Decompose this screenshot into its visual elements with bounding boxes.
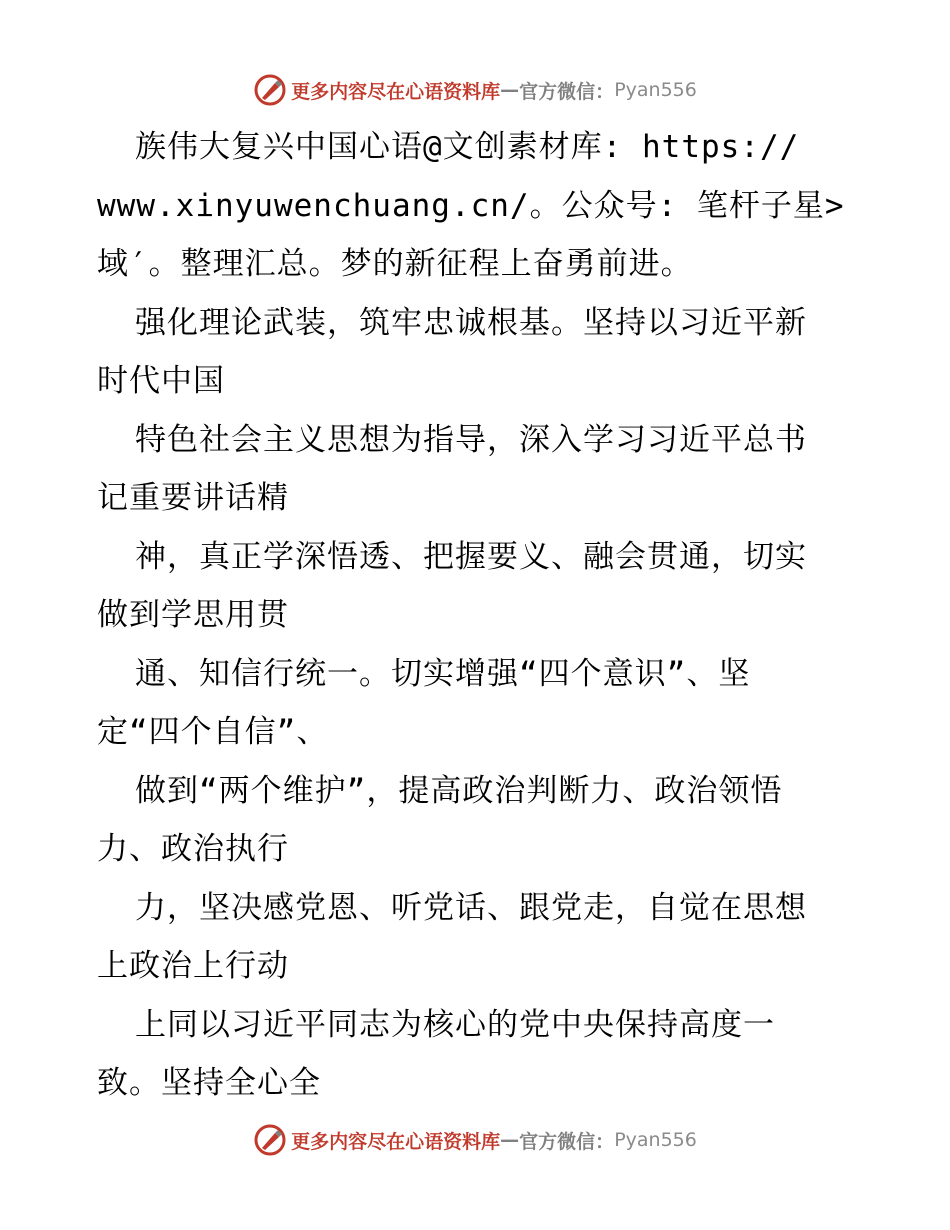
text-line: 神，真正学深悟透、把握要义、融会贯通，切实 (135, 538, 807, 575)
text-line: 特色社会主义思想为指导，深入学习习近平总书 (135, 421, 807, 458)
text-line: 族伟大复兴中国心语@文创素材库: https:// (135, 129, 800, 165)
banner-dash: — (500, 1129, 520, 1151)
text-line: 力、政治执行 (97, 831, 289, 867)
text-line: 域′。整理汇总。梦的新征程上奋勇前进。 (97, 246, 693, 282)
pen-nib-logo-icon (253, 1123, 287, 1157)
text-line: 通、知信行统一。切实增强“四个意识”、坚 (135, 655, 751, 692)
text-line: 记重要讲话精 (97, 480, 289, 516)
banner-dash: — (500, 79, 520, 101)
text-line: 做到“两个维护”，提高政治判断力、政治领悟 (135, 772, 783, 809)
text-line: 定“四个自信”、 (97, 714, 329, 750)
text-line: 做到学思用贯 (97, 597, 289, 633)
banner-red-text: 更多内容尽在心语资料库 (291, 80, 501, 103)
text-line: www.xinyuwenchuang.cn/。公众号: 笔杆子星> (97, 187, 845, 224)
banner-wechat-label: 官方微信： (519, 80, 615, 103)
footer-watermark-banner (0, 1120, 950, 1160)
banner-wechat-id: Pyan556 (614, 79, 697, 101)
text-line: 致。坚持全心全 (97, 1065, 321, 1101)
banner-red-text: 更多内容尽在心语资料库 (291, 1130, 501, 1153)
header-watermark-banner (0, 70, 950, 110)
text-line: 强化理论武装，筑牢忠诚根基。坚持以习近平新 (135, 304, 807, 341)
text-line: 时代中国 (97, 363, 225, 399)
pen-nib-logo-icon (253, 73, 287, 107)
banner-wechat-label: 官方微信： (519, 1130, 615, 1153)
banner-wechat-id: Pyan556 (614, 1129, 697, 1151)
text-line: 力，坚决感党恩、听党话、跟党走，自觉在思想 (135, 889, 807, 926)
text-line: 上同以习近平同志为核心的党中央保持高度一 (135, 1006, 775, 1043)
document-body (97, 118, 857, 1113)
text-line: 上政治上行动 (97, 948, 289, 984)
